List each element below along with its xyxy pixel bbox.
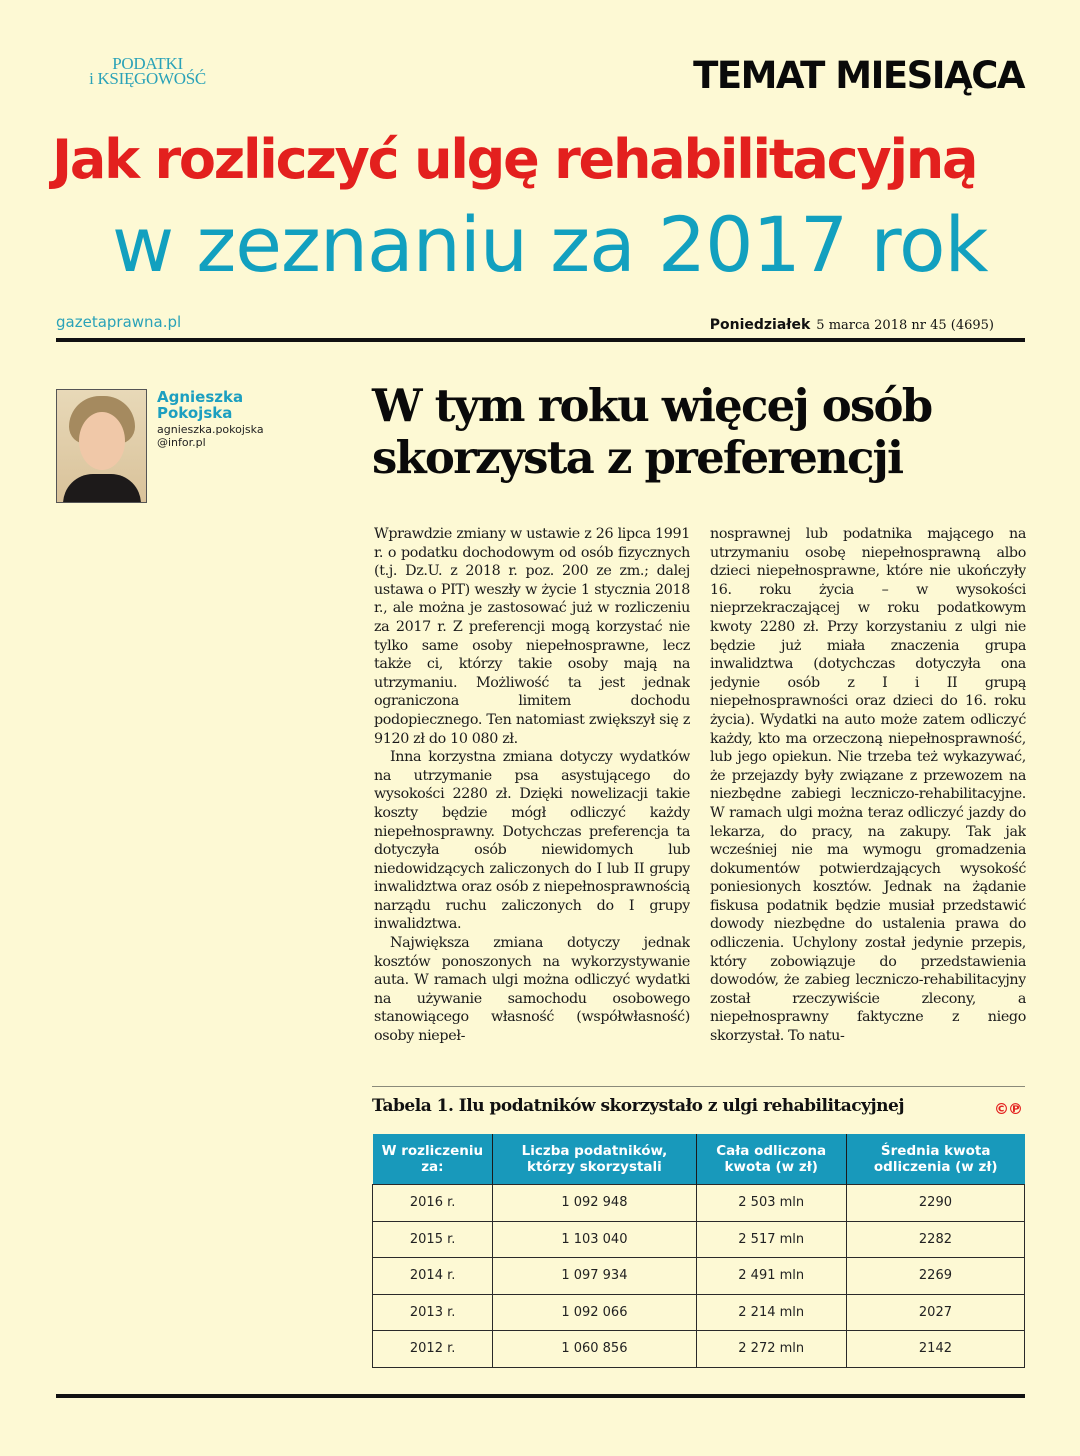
paragraph: Wprawdzie zmiany w ustawie z 26 lipca 1991 r. o podatku dochodowym od osób fizycznych (t.j. Dz.U. z 2018 r. poz. 200 ze zm.; dalej ustawa o PIT) weszły w życie 1 stycznia 2018 r., ale można je zastosować już w rozliczeniu za 2017 r. Z preferencji mogą korzystać nie tylko same osoby niepełnosprawne, lecz także ci, którzy takie osoby mają na utrzymaniu. Możliwość ta jest jednak ograniczona limitem dochodu podopiecznego. Ten natomiast zwiększył się z 9120 zł do 10 080 zł. <box>374 526 690 747</box>
article-column-1 <box>374 525 690 1065</box>
dateline-day: Poniedziałek <box>709 317 811 333</box>
table-row: 2014 r. 1 097 934 2 491 mln 2269 <box>373 1258 1025 1295</box>
header-total: Cała odliczona kwota (w zł) <box>696 1134 846 1185</box>
dateline-issue: 5 marca 2018 nr 45 (4695) <box>816 318 994 333</box>
publication-logo <box>80 56 215 86</box>
table-row: 2013 r. 1 092 066 2 214 mln 2027 <box>373 1294 1025 1331</box>
table-title: Tabela 1. Ilu podatników skorzystało z ulgi rehabilitacyjnej <box>372 1096 905 1116</box>
header-average: Średnia kwota odliczenia (w zł) <box>846 1134 1024 1185</box>
top-rule <box>56 338 1025 342</box>
table-row: 2015 r. 1 103 040 2 517 mln 2282 <box>373 1221 1025 1258</box>
table-row: 2012 r. 1 060 856 2 272 mln 2142 <box>373 1331 1025 1368</box>
author-email[interactable]: agnieszka.pokojska @infor.pl <box>157 423 264 449</box>
data-table <box>372 1134 1025 1368</box>
copyright-icon: ©℗ <box>994 1100 1022 1118</box>
logo-line-1: PODATKI <box>112 54 183 73</box>
logo-line-2: i KSIĘGOWOŚĆ <box>89 69 206 88</box>
author-name: Agnieszka Pokojska <box>157 388 244 422</box>
table-row: 2016 r. 1 092 948 2 503 mln 2290 <box>373 1185 1025 1222</box>
headline-line-1: Jak rozliczyć ulgę rehabilitacyjną <box>52 128 977 191</box>
author-photo <box>56 389 147 503</box>
section-title: TEMAT MIESIĄCA <box>693 54 1024 97</box>
paragraph: Największa zmiana dotyczy jednak kosztów ponoszonych na wykorzystywanie auta. W ramach ulgi można odliczyć wydatki na używanie samochodu osobowego stanowiącego własność (współwłasność) osoby niepeł- <box>374 935 690 1045</box>
header-taxpayers: Liczba podatników, którzy skorzystali <box>493 1134 696 1185</box>
header-year: W rozliczeniu za: <box>373 1134 493 1185</box>
dateline <box>710 317 994 333</box>
headline-line-2: w zeznaniu za 2017 rok <box>112 200 988 289</box>
table-divider <box>372 1086 1025 1087</box>
bottom-rule <box>56 1394 1025 1398</box>
article-column-2 <box>710 525 1026 1065</box>
site-link[interactable]: gazetaprawna.pl <box>56 313 182 331</box>
table-header-row <box>373 1134 1025 1185</box>
article-title: W tym roku więcej osób skorzysta z preferencji <box>372 379 932 484</box>
paragraph: nosprawnej lub podatnika mającego na utrzymaniu osobę niepełnosprawną albo dzieci niepełnosprawne, które nie ukończyły 16. roku życia – w wysokości nieprzekraczającej w roku podatkowym kwoty 2280 zł. Przy korzystaniu z ulgi nie będzie już miała znaczenia grupa inwalidztwa (dotychczas dotyczyła ona jedynie osób z I i II grupą niepełnosprawności oraz dzieci do 16. roku życia). Wydatki na auto może zatem odliczyć każdy, kto ma orzeczoną niepełnosprawność, lub jego opiekun. Nie trzeba też wykazywać, że przejazdy były związane z przewozem na niezbędne zabiegi leczniczo-rehabilitacyjne. W ramach ulgi można teraz odliczyć jazdy do lekarza, do pracy, na zakupy. Tak jak wcześniej nie ma wymogu gromadzenia dokumentów potwierdzających wysokość poniesionych kosztów. Jednak na żądanie fiskusa podatnik będzie musiał przedstawić dowody niezbędne do ustalenia prawa do odliczenia. Uchylony został jedynie przepis, który zobowiązuje do przedstawienia dowodów, że zabieg leczniczo-rehabilitacyjny został rzeczywiście zlecony, a niepełnosprawny faktyczne z niego skorzystał. To natu- <box>710 526 1026 1045</box>
paragraph: Inna korzystna zmiana dotyczy wydatków na utrzymanie psa asystującego do wysokości 2280 zł. Dzięki nowelizacji takie koszty będzie mógł odliczyć każdy niepełnosprawny. Dotychczas preferencja ta dotyczyła osób niewidomych lub niedowidzących zaliczonych do I lub II grupy inwalidztwa oraz osób z niepełnosprawnością narządu ruchu zaliczonych do I grupy inwalidztwa. <box>374 749 690 933</box>
